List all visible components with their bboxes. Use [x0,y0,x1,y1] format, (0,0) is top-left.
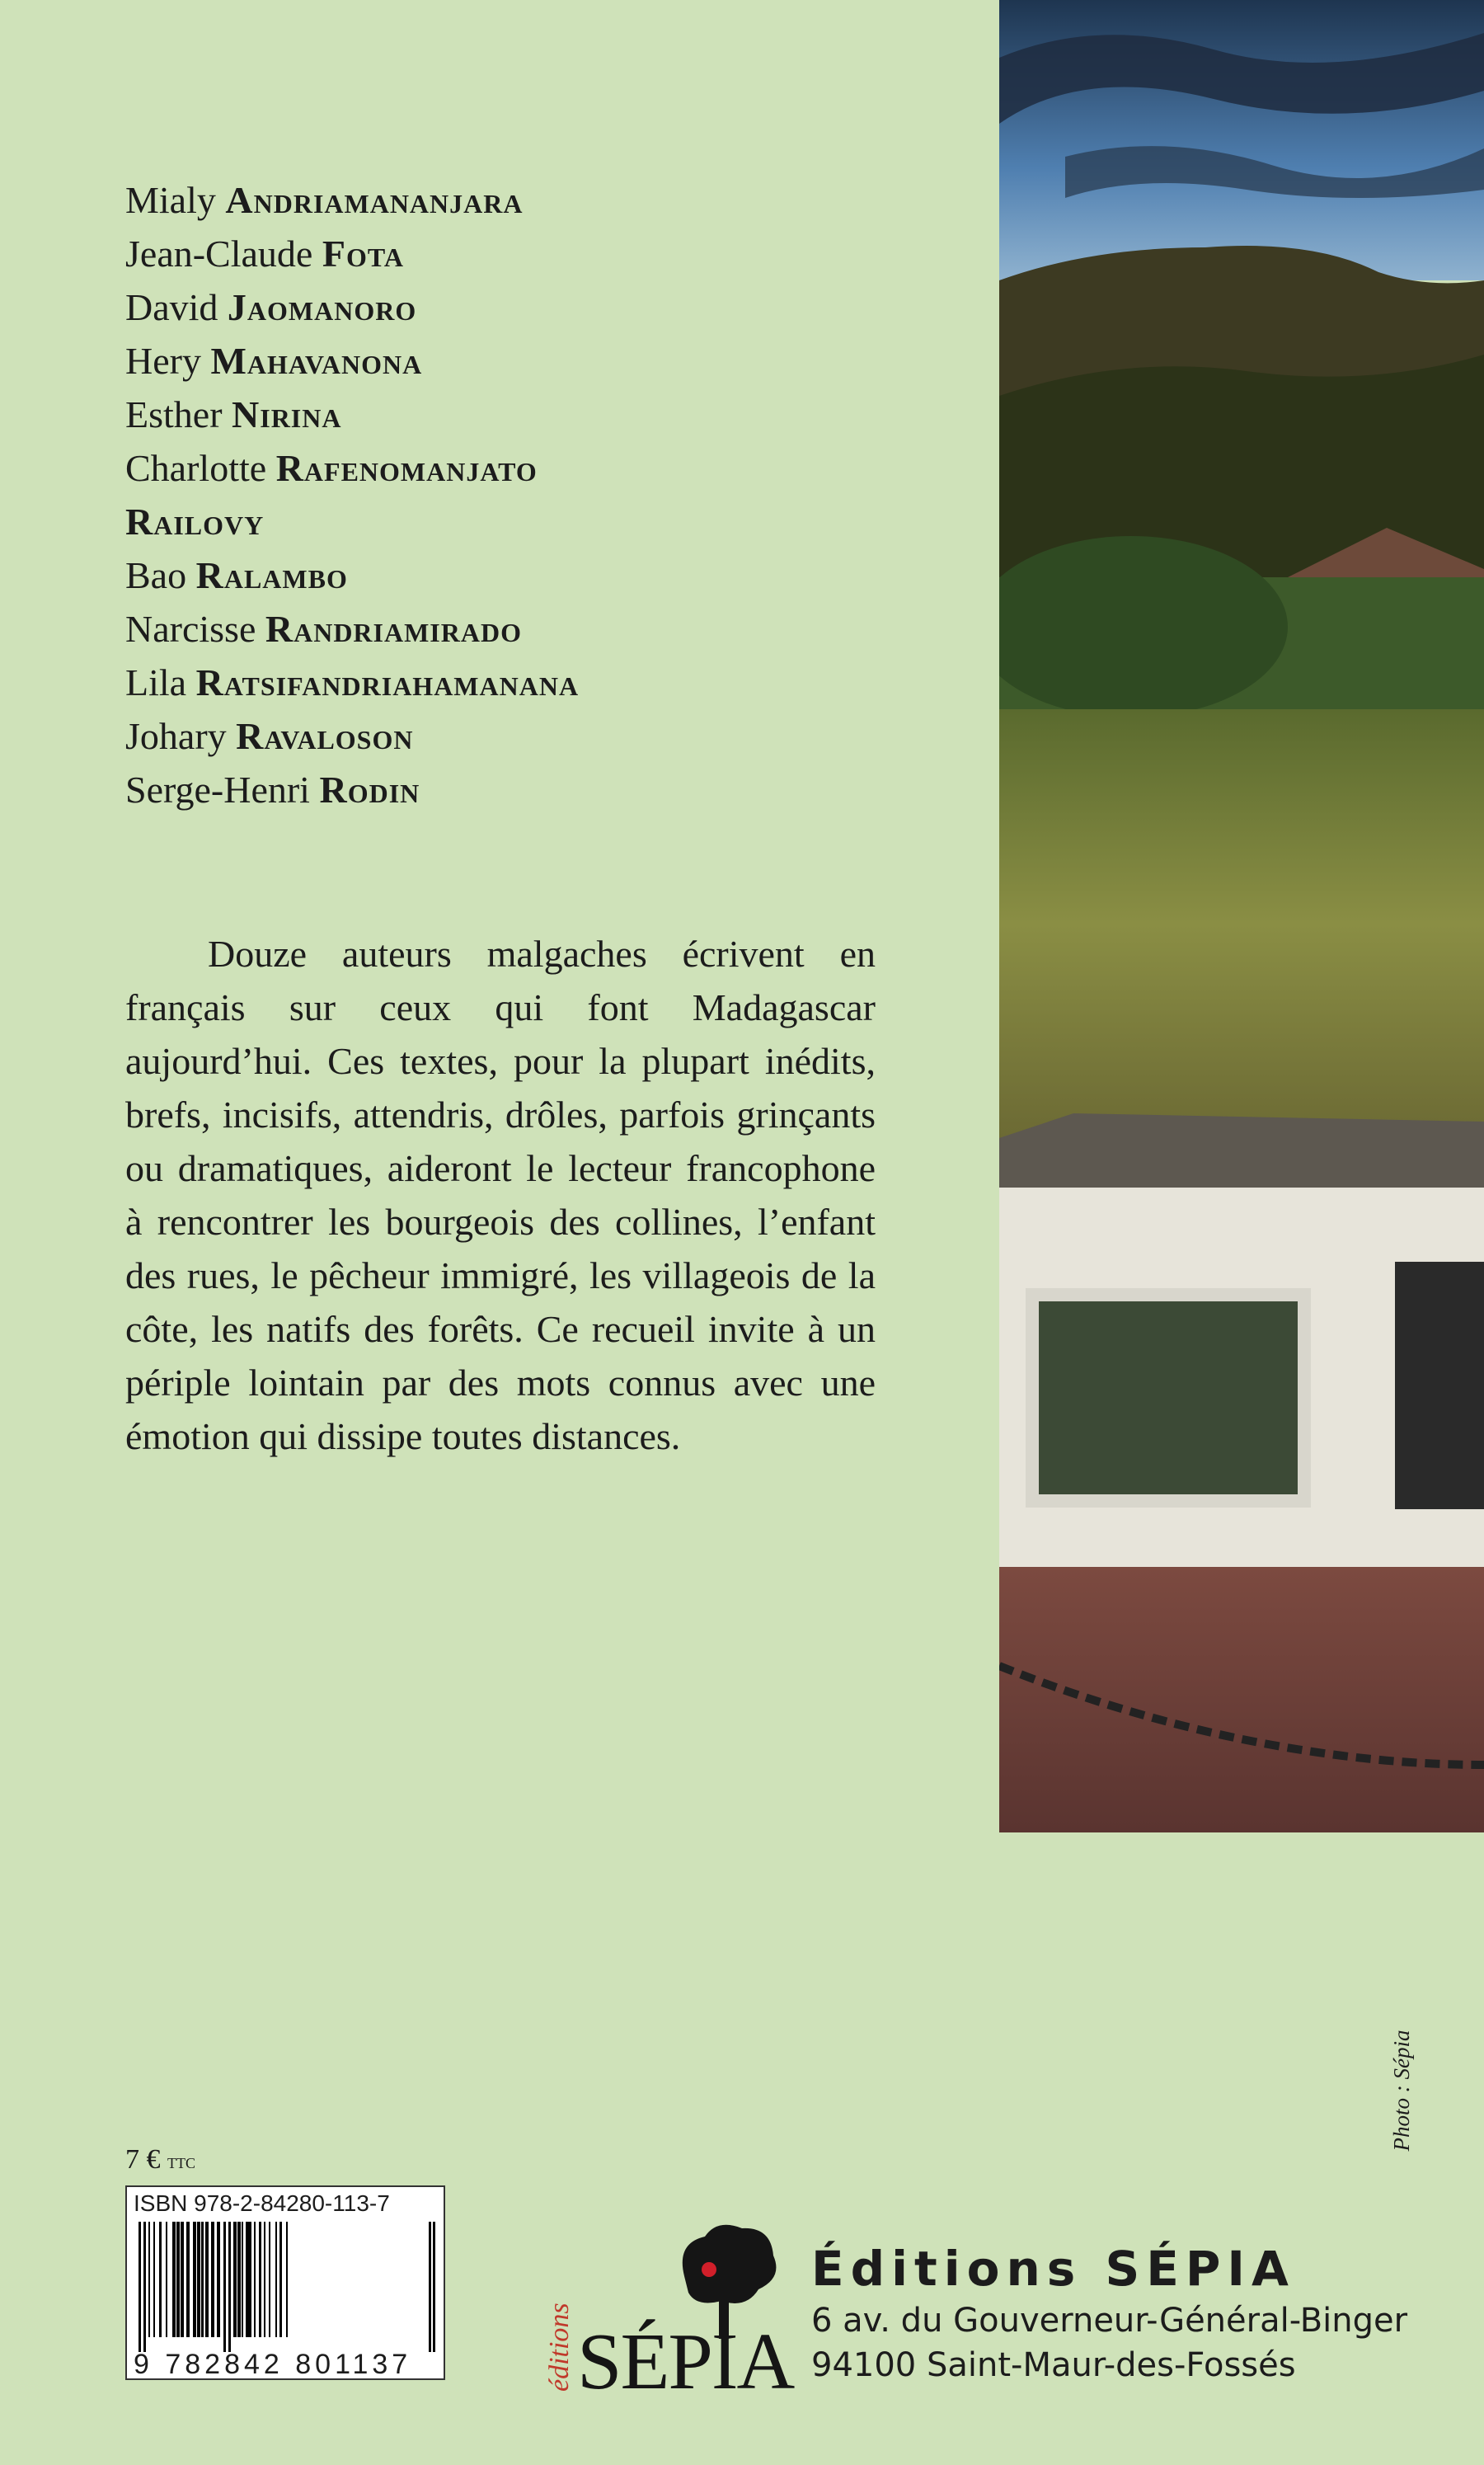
landscape-photo-illustration [999,0,1484,1832]
barcode-bar [286,2222,288,2337]
barcode-bar [275,2222,277,2337]
barcode-bar [148,2222,150,2337]
barcode-bar [186,2222,190,2337]
barcode-box [125,2185,445,2380]
barcode-bar [205,2222,209,2337]
publisher-address-line2: 94100 Saint-Maur-des-Fossés [811,2346,1296,2384]
author-entry: Charlotte Rafenomanjato [125,447,538,489]
publisher-name: Éditions SÉPIA [811,2241,1295,2297]
barcode-bar [246,2222,249,2337]
author-entry: Mialy Andriamananjara [125,179,524,221]
barcode-bar [223,2222,226,2352]
grass [999,709,1484,1138]
barcode-bar [237,2222,241,2337]
publisher-address-line1: 6 av. du Gouverneur-Général-Binger [811,2302,1408,2340]
barcode-bar [172,2222,176,2337]
barcode-bar [211,2222,214,2337]
ean-digits: 9 782842 801137 [134,2349,412,2380]
blurb-paragraph: Douze auteurs malgaches écrivent en français sur ceux qui font Madagascar aujourd’hui. Ces textes, pour la plupart inédits, brefs, incisifs, attendris, drôles, parfois grinçants ou dramatiques, aideront le lecteur francophone à rencontrer les bourgeois des collines, l’enfant des rues, le pêcheur immigré, les villageois de la côte, les natifs des forêts. Ce recueil invite à un périple lointain par des mots connus avec une émotion qui dissipe toutes distances. [125,933,876,1457]
author-entry: Johary Ravaloson [125,715,414,757]
barcode-bar [242,2222,243,2337]
author-entry: David Jaomanoro [125,286,417,328]
author-list [125,173,579,816]
author-entry: Hery Mahavanona [125,340,423,382]
barcode-bar [201,2222,204,2337]
barcode-bar [254,2222,256,2337]
red-dot [702,2262,716,2277]
barcode-bar [228,2222,231,2352]
barcode-bar [139,2222,141,2352]
price: 7 € ttc [125,2144,195,2175]
barcode-bar [429,2222,431,2352]
barcode-bar [166,2222,167,2337]
barcode-bar [259,2222,261,2337]
author-entry: Serge-Henri Rodin [125,769,420,811]
barcode-bar [249,2222,251,2337]
barcode-bar [217,2222,220,2337]
barcode-bar [433,2222,435,2352]
barcode-bar [143,2222,146,2352]
barcode-bar [193,2222,196,2337]
author-entry: Esther Nirina [125,393,342,435]
author-entry: Narcisse Randriamirado [125,608,522,650]
barcode-bar [153,2222,155,2337]
author-entry: Railovy [125,501,265,543]
publisher-block [811,2239,1407,2387]
barcode-bars [135,2222,437,2352]
photo-credit: Photo : Sépia [1389,2030,1414,2152]
logo-script-word: éditions [544,2303,575,2392]
cover-photo [999,0,1484,1832]
barcode-bar [159,2222,162,2337]
publisher-logo [544,2218,808,2406]
barcode-bar [197,2222,200,2337]
isbn-label: ISBN 978-2-84280-113-7 [134,2190,390,2216]
barcode-bar [264,2222,265,2337]
boat-hull [999,1567,1484,1832]
author-entry: Lila Ratsifandriahamanana [125,661,580,703]
cabin-window [1032,1295,1304,1501]
author-entry: Jean-Claude Fota [125,233,404,275]
author-entry: Bao Ralambo [125,554,348,596]
cabin-doorway [1395,1262,1484,1509]
barcode-bar [269,2222,270,2337]
barcode-bar [279,2222,282,2337]
barcode-bar [233,2222,237,2337]
barcode-bar [181,2222,184,2337]
logo-wordmark: SÉPIA [577,2317,794,2406]
barcode-bar [176,2222,180,2337]
